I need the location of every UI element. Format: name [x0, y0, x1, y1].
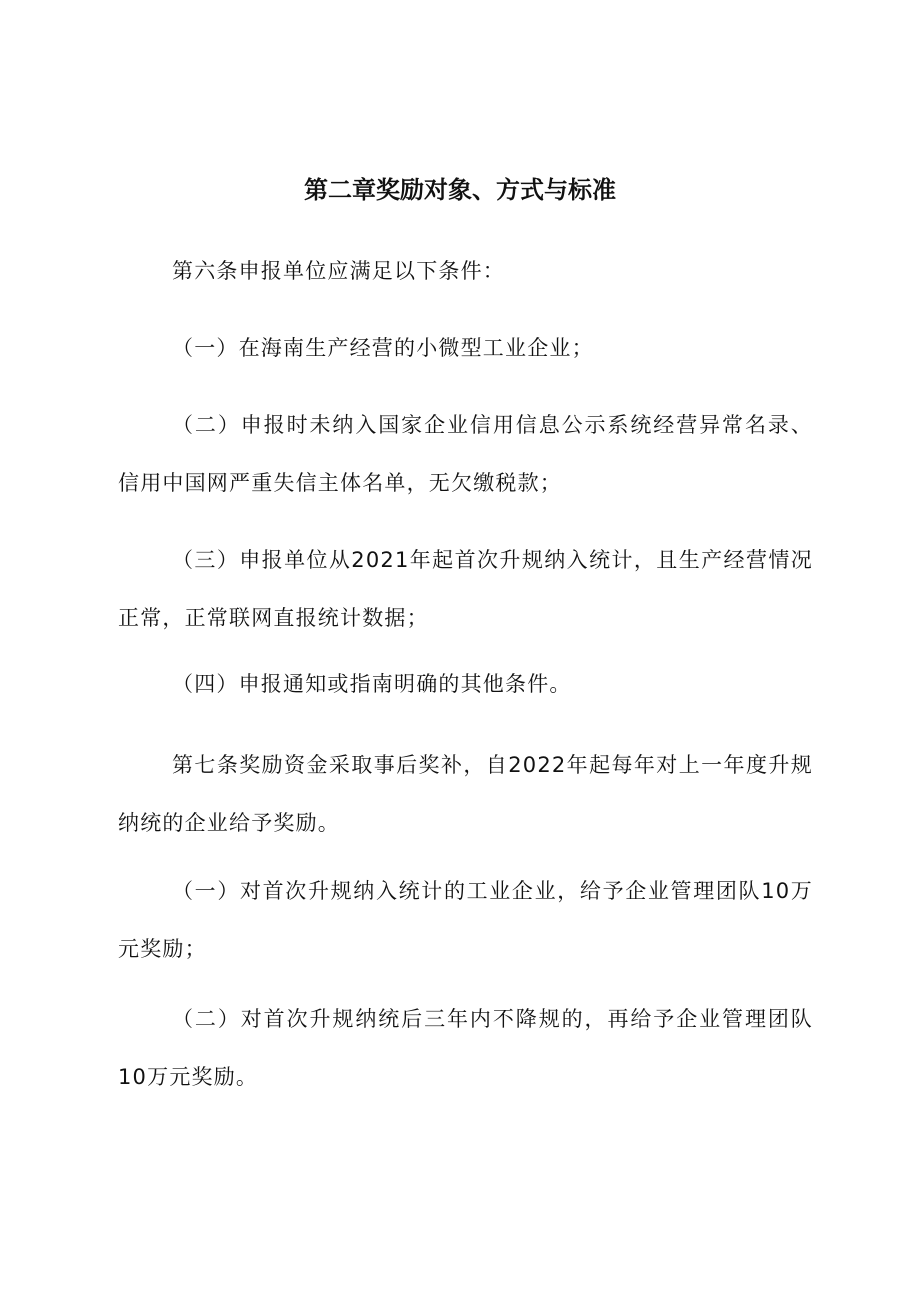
condition-2-paragraph: （二）申报时未纳入国家企业信用信息公示系统经营异常名录、信用中国网严重失信主体名单，无欠缴税款；	[118, 413, 813, 495]
chapter-title: 第二章奖励对象、方式与标准	[304, 176, 616, 204]
condition-4-paragraph: （四）申报通知或指南明确的其他条件。	[172, 672, 572, 696]
article-7-paragraph: 第七条奖励资金采取事后奖补，自2022年起每年对上一年度升规纳统的企业给予奖励。	[118, 753, 813, 835]
condition-3-paragraph: （三）申报单位从2021年起首次升规纳入统计，且生产经营情况正常，正常联网直报统计数据；	[118, 548, 813, 630]
article-6-paragraph: 第六条申报单位应满足以下条件：	[172, 259, 505, 283]
reward-1-paragraph: （一）对首次升规纳入统计的工业企业，给予企业管理团队10万元奖励；	[118, 879, 813, 961]
reward-2-paragraph: （二）对首次升规纳统后三年内不降规的，再给予企业管理团队10万元奖励。	[118, 1007, 813, 1089]
condition-1-paragraph: （一）在海南生产经营的小微型工业企业；	[172, 336, 594, 360]
